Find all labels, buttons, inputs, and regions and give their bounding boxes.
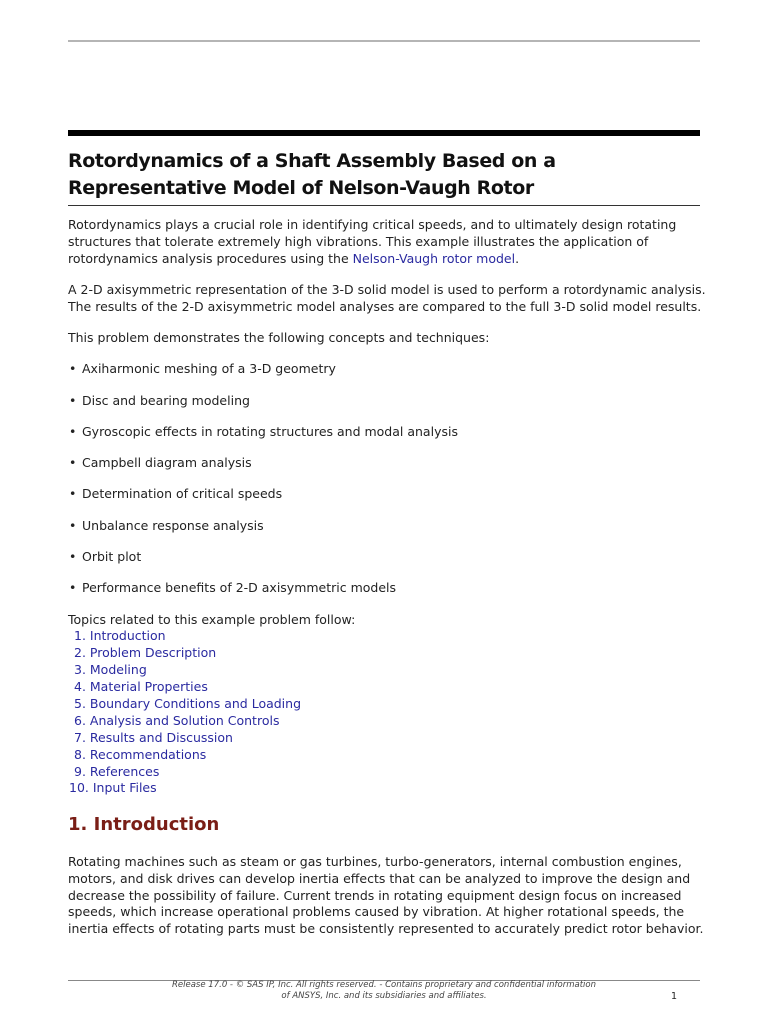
toc-item	[68, 645, 708, 662]
list-item-text: Disc and bearing modeling	[82, 392, 250, 408]
title-bar	[68, 130, 700, 136]
title-line-2: Representative Model of Nelson-Vaugh Rotor	[68, 177, 534, 199]
page-title	[68, 148, 700, 202]
list-item-text: Campbell diagram analysis	[82, 455, 252, 471]
bullet-icon: •	[69, 423, 77, 439]
list-item-text: Orbit plot	[82, 549, 142, 565]
title-line-1: Rotordynamics of a Shaft Assembly Based on a	[68, 150, 556, 172]
toc-link-problem-description[interactable]: 2. Problem Description	[74, 645, 217, 661]
list-item-text: Gyroscopic effects in rotating structures and modal analysis	[82, 423, 458, 439]
intro-text-end: .	[515, 250, 520, 266]
intro-text: Rotordynamics plays a crucial role in identifying critical speeds, and to ultimately design rotating structures that tolerate extremely high vibrations. This example illustrates the application of rotordynamics analysis procedures using the	[68, 217, 677, 266]
list-item	[68, 393, 708, 410]
list-item	[68, 549, 708, 566]
bullet-icon: •	[69, 455, 77, 471]
footer-text	[150, 980, 618, 1002]
toc-item	[68, 679, 708, 696]
toc-item	[68, 747, 708, 764]
toc-link-input-files[interactable]: 10. Input Files	[69, 780, 157, 796]
toc-link-results-discussion[interactable]: 7. Results and Discussion	[74, 729, 233, 745]
list-item	[68, 580, 708, 597]
list-item	[68, 361, 708, 378]
toc-item	[68, 780, 708, 797]
bullet-icon: •	[69, 361, 77, 377]
section-body: Rotating machines such as steam or gas turbines, turbo-generators, internal combustion engines, motors, and disk drives can develop inertia effects that can be analyzed to improve the design and decrease the possibility of failure. Current trends in rotating equipment design focus on increased speeds, which increase operational problems caused by vibration. At higher rotational speeds, the inertia effects of rotating parts must be consistently represented to accurately predict rotor behavior.	[68, 854, 704, 937]
toc-item	[68, 662, 708, 679]
bullet-icon: •	[69, 486, 77, 502]
page-number: 1	[671, 991, 678, 1002]
toc-item	[68, 628, 708, 645]
toc-link-recommendations[interactable]: 8. Recommendations	[74, 746, 207, 762]
intro-paragraph	[68, 217, 708, 267]
toc-link-modeling[interactable]: 3. Modeling	[74, 662, 147, 678]
toc-item	[68, 764, 708, 781]
topics-intro: Topics related to this example problem follow:	[68, 611, 356, 627]
toc-item	[68, 730, 708, 747]
topics-list	[68, 628, 708, 797]
list-item	[68, 518, 708, 535]
toc-item	[68, 713, 708, 730]
footer-line-1: Release 17.0 - © SAS IP, Inc. All rights reserved. - Contains proprietary and confidential information	[172, 980, 596, 990]
toc-link-boundary-conditions[interactable]: 5. Boundary Conditions and Loading	[74, 696, 302, 712]
list-item-text: Performance benefits of 2-D axisymmetric models	[82, 580, 397, 596]
paragraph-2: A 2-D axisymmetric representation of the 3-D solid model is used to perform a rotordynamic analysis. The results of the 2-D axisymmetric model analyses are compared to the full 3-D solid model results.	[68, 281, 706, 314]
bullet-icon: •	[69, 580, 77, 596]
concepts-list	[68, 361, 708, 597]
toc-link-introduction[interactable]: 1. Introduction	[74, 628, 166, 644]
section-heading: 1. Introduction	[68, 814, 220, 835]
list-item	[68, 455, 708, 472]
bullet-icon: •	[69, 517, 77, 533]
list-item-text: Determination of critical speeds	[82, 486, 283, 502]
list-item	[68, 486, 708, 503]
main-content	[68, 217, 708, 797]
list-item-text: Axiharmonic meshing of a 3-D geometry	[82, 361, 336, 377]
footer-line-2: of ANSYS, Inc. and its subsidiaries and affiliates.	[281, 991, 487, 1001]
header-rule	[68, 40, 700, 42]
title-underline	[68, 205, 700, 206]
list-item	[68, 424, 708, 441]
toc-link-analysis-controls[interactable]: 6. Analysis and Solution Controls	[74, 712, 280, 728]
concepts-intro: This problem demonstrates the following concepts and techniques:	[68, 329, 490, 345]
toc-item	[68, 696, 708, 713]
toc-link-references[interactable]: 9. References	[74, 763, 160, 779]
toc-link-material-properties[interactable]: 4. Material Properties	[74, 679, 208, 695]
list-item-text: Unbalance response analysis	[82, 517, 264, 533]
bullet-icon: •	[69, 549, 77, 565]
bullet-icon: •	[69, 392, 77, 408]
nelson-vaugh-link[interactable]: Nelson-Vaugh rotor model	[352, 250, 516, 266]
